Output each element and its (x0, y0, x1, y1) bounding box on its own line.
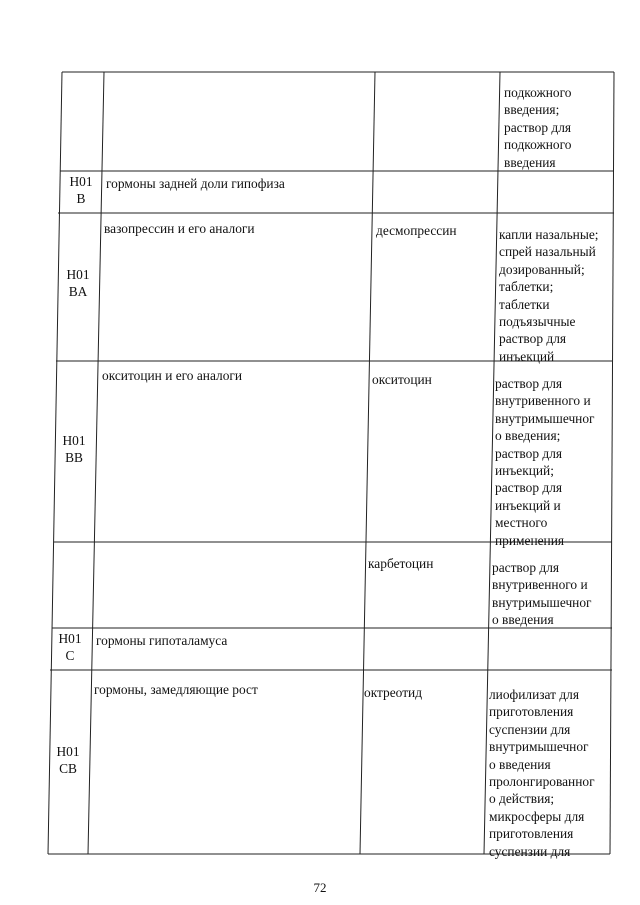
table-row-2-code: H01 BA (66, 267, 90, 300)
table-row-4-form: раствор для внутривенного и внутримышечног о введения (492, 560, 592, 628)
table-row-6-form: лиофилизат для приготовления суспензии для внутримышечног о введения пролонгированног о действия; микросферы для приготовления суспензии для (489, 687, 595, 859)
table-row-1-code: H01 B (69, 174, 93, 207)
page-number: 72 (313, 880, 327, 895)
table-row-3-code: H01 BB (62, 433, 86, 466)
table-row-2-drug: десмопрессин (376, 223, 457, 238)
table-row-3-form: раствор для внутривенного и внутримышечног о введения; раствор для инъекций; раствор для инъекций и местного применения (495, 376, 595, 548)
table-row-4-drug: карбетоцин (368, 556, 434, 571)
table-row-5-code: H01 C (58, 631, 82, 664)
table-row-2-name: вазопрессин и его аналоги (104, 221, 255, 236)
table-row-6-drug: октреотид (364, 685, 423, 700)
table-row-3-drug: окситоцин (372, 372, 432, 387)
table-row-5-name: гормоны гипоталамуса (96, 633, 228, 648)
table-row-1-name: гормоны задней доли гипофиза (106, 176, 285, 191)
table-row-2-form: капли назальные; спрей назальный дозированный; таблетки; таблетки подъязычные раствор для инъекций (499, 227, 599, 364)
table-row-3-name: окситоцин и его аналоги (102, 368, 243, 383)
table-row-6-name: гормоны, замедляющие рост (94, 682, 258, 697)
table-row-0-form: подкожного введения; раствор для подкожного введения (504, 85, 572, 170)
table-row-6-code: H01 CB (56, 744, 80, 777)
